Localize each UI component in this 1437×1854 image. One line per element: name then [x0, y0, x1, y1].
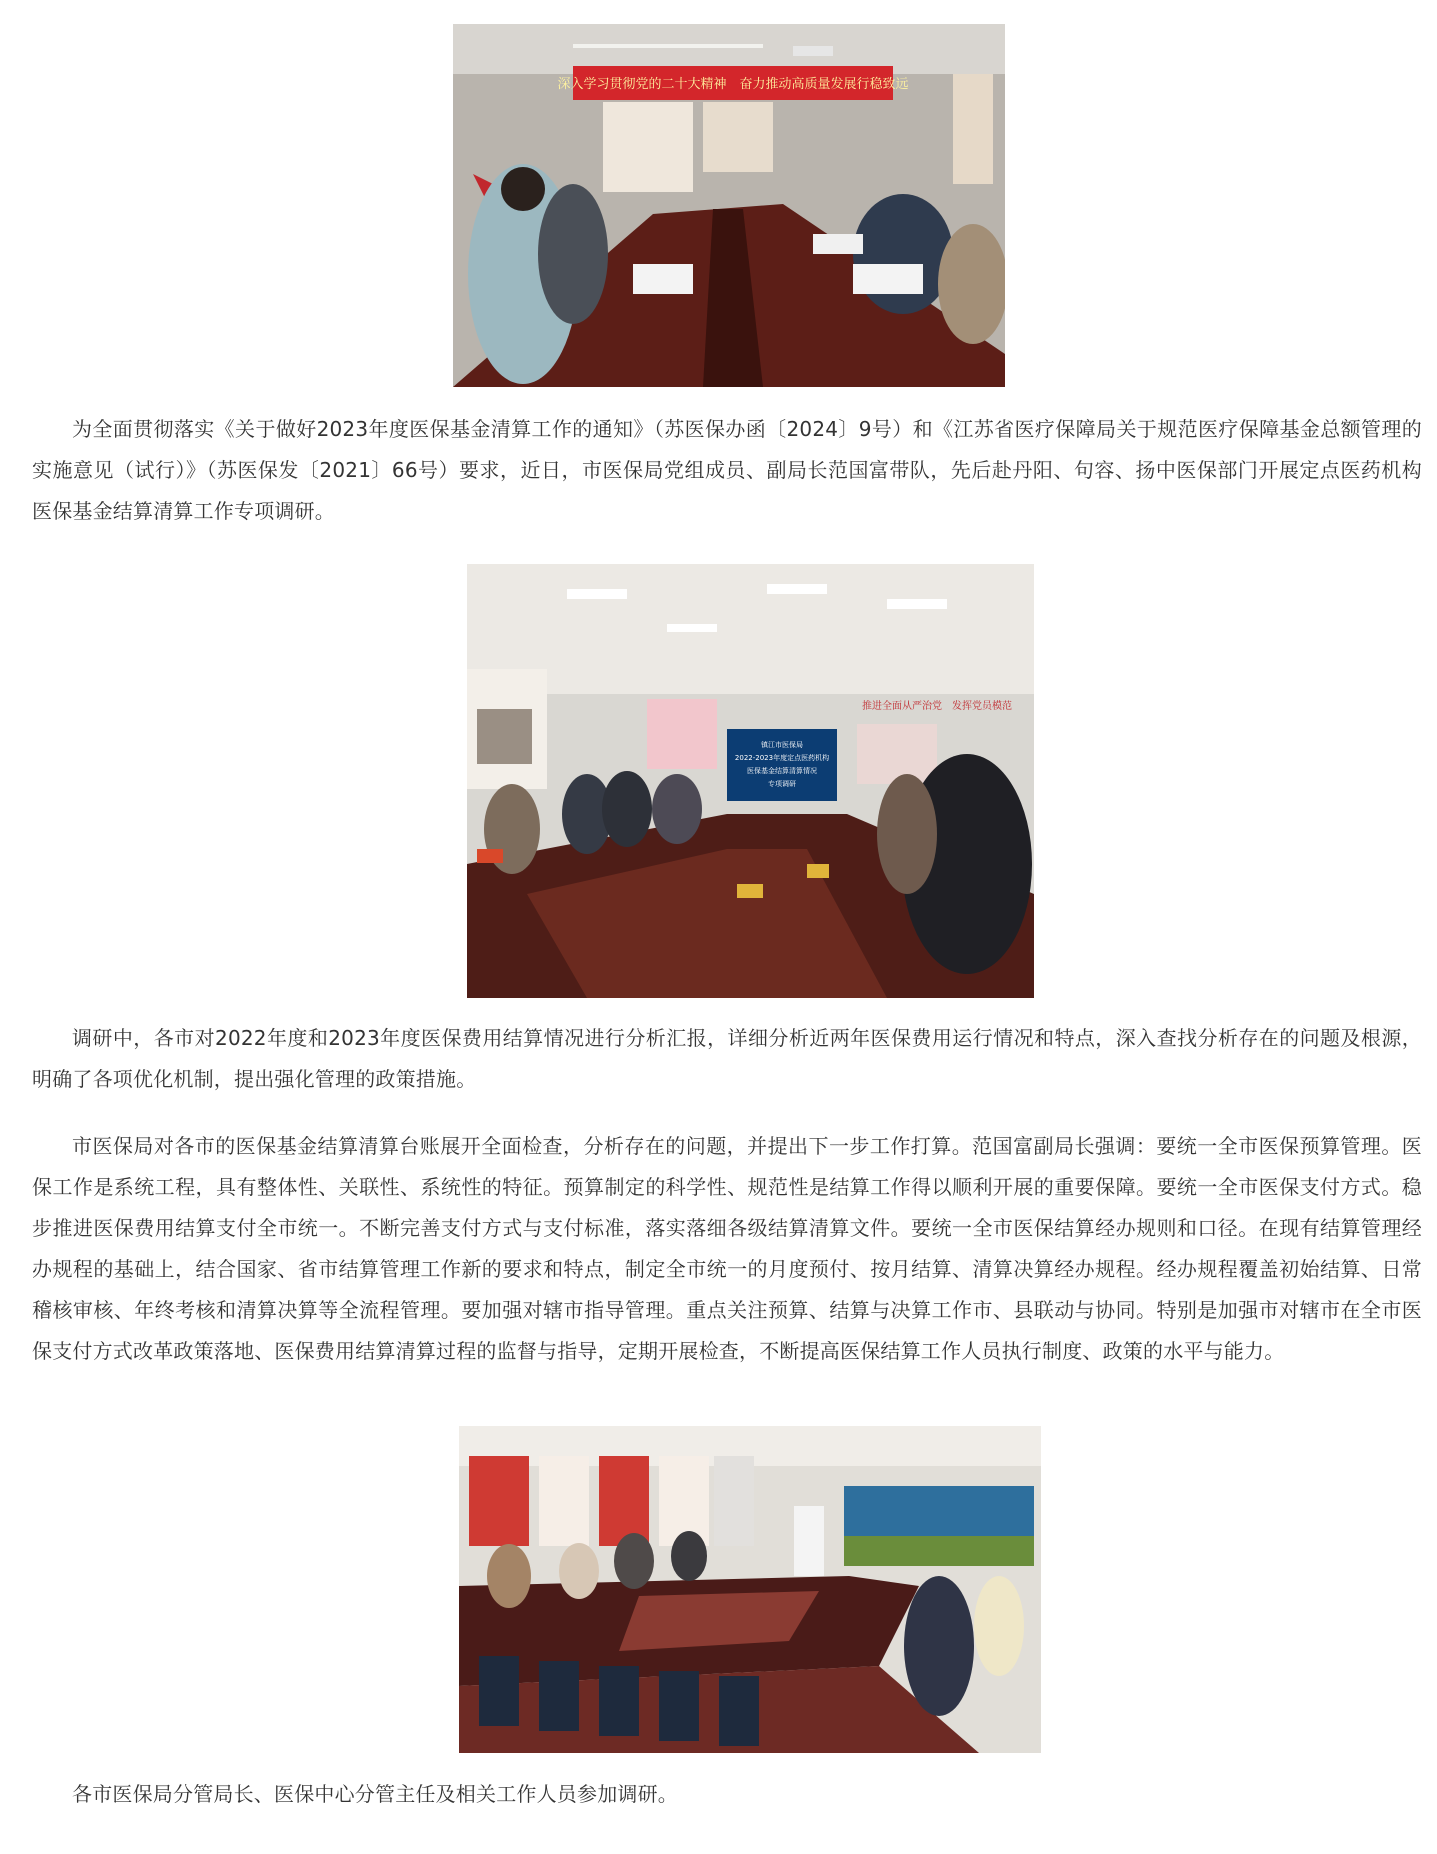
meeting-photo-1 — [453, 24, 1005, 387]
banner-text: 深入学习贯彻党的二十大精神 奋力推动高质量发展行稳致远 — [557, 77, 909, 92]
slide-line-2: 2022-2023年度定点医药机构 — [734, 754, 830, 762]
meeting-photo-3 — [459, 1426, 1041, 1753]
wall-text: 推进全面从严治党 发挥党员模范 — [862, 701, 1012, 712]
paragraph-participants: 各市医保局分管局长、医保中心分管主任及相关工作人员参加调研。 — [72, 1782, 678, 1806]
slide-line-4: 专项调研 — [768, 780, 796, 788]
paragraph-report: 调研中，各市对2022年度和2023年度医保费用结算情况进行分析汇报，详细分析近两年医保费用运行情况和特点，深入查找分析存在的问题及根源，明确了各项优化机制，提出强化管理的政策措施。 — [32, 1026, 1422, 1091]
slide-line-3: 医保基金结算清算情况 — [747, 767, 817, 775]
slide-line-1: 镇江市医保局 — [761, 741, 803, 749]
paragraph-inspection: 市医保局对各市的医保基金结算清算台账展开全面检查，分析存在的问题，并提出下一步工作打算。范国富副局长强调：要统一全市医保预算管理。医保工作是系统工程，具有整体性、关联性、系统性的特征。预算制定的科学性、规范性是结算工作得以顺利开展的重要保障。要统一全市医保支付方式。稳步推进医保费用结算支付全市统一。不断完善支付方式与支付标准，落实落细各级结算清算文件。要统一全市医保结算经办规则和口径。在现有结算管理经办规程的基础上，结合国家、省市结算管理工作新的要求和特点，制定全市统一的月度预付、按月结算、清算决算经办规程。经办规程覆盖初始结算、日常稽核审核、年终考核和清算决算等全流程管理。要加强对辖市指导管理。重点关注预算、结算与决算工作市、县联动与协同。特别是加强市对辖市在全市医保支付方式改革政策落地、医保费用结算清算过程的监督与指导，定期开展检查，不断提高医保结算工作人员执行制度、政策的水平与能力。 — [32, 1134, 1422, 1363]
paragraph-intro: 为全面贯彻落实《关于做好2023年度医保基金清算工作的通知》（苏医保办函〔2024〕9号）和《江苏省医疗保障局关于规范医疗保障基金总额管理的实施意见（试行）》（苏医保发〔2021〕66号）要求，近日，市医保局党组成员、副局长范国富带队，先后赴丹阳、句容、扬中医保部门开展定点医药机构医保基金结算清算工作专项调研。 — [32, 417, 1422, 523]
meeting-photo-2 — [467, 564, 1034, 998]
